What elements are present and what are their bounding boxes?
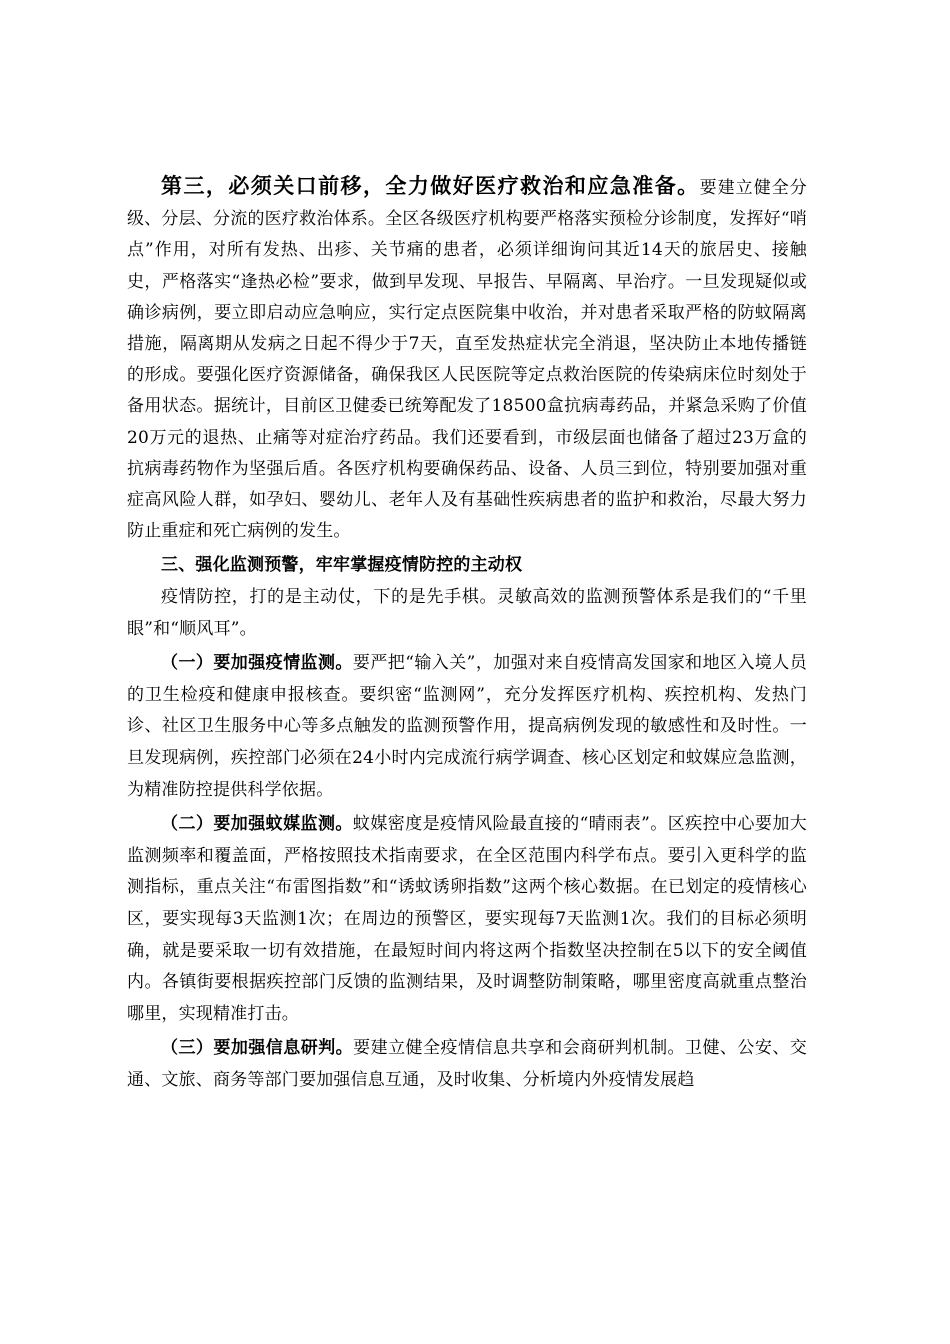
paragraph-text: 疫情防控，打的是主动仗，下的是先手棋。灵敏高效的监测预警体系是我们的“千里眼”和“顺风耳”。 bbox=[127, 587, 807, 639]
subsection-title: （二）要加强蚊媒监测。 bbox=[161, 814, 353, 835]
document-body bbox=[127, 170, 807, 1097]
paragraph-text: 蚊媒密度是疫情风险最直接的“晴雨表”。区疾控中心要加大监测频率和覆盖面，严格按照技术指南要求，在全区范围内科学布点。要引入更科学的监测指标，重点关注“布雷图指数”和“诱蚊诱卵指数”这两个核心数据。在已划定的疫情核心区，要实现每3天监测1次；在周边的预警区，要实现每7天监测1次。我们的目标必须明确，就是要采取一切有效措施，在最短时间内将这两个指数坚决控制在5以下的安全阈值内。各镇街要根据疾控部门反馈的监测结果，及时调整防制策略，哪里密度高就重点整治哪里，实现精准打击。 bbox=[127, 814, 808, 1024]
subsection-title: （三）要加强信息研判。 bbox=[161, 1038, 354, 1059]
subsection-title: （一）要加强疫情监测。 bbox=[161, 653, 353, 674]
paragraph-text: 要严把“输入关”，加强对来自疫情高发国家和地区入境人员的卫生检疫和健康申报核查。要织密“监测网”，充分发挥医疗机构、疾控机构、发热门诊、社区卫生服务中心等多点触发的监测预警作用，提高病例发现的敏感性和及时性。一旦发现病例，疾控部门必须在24小时内完成流行病学调查、核心区划定和蚊媒应急监测，为精准防控提供科学依据。 bbox=[127, 653, 808, 800]
paragraph-text: 要建立健全分级、分层、分流的医疗救治体系。全区各级医疗机构要严格落实预检分诊制度，发挥好“哨点”作用，对所有发热、出疹、关节痛的患者，必须详细询问其近14天的旅居史、接触史，严格落实“逢热必检”要求，做到早发现、早报告、早隔离、早治疗。一旦发现疑似或确诊病例，要立即启动应急响应，实行定点医院集中收治，并对患者采取严格的防蚊隔离措施，隔离期从发病之日起不得少于7天，直至发热症状完全消退，坚决防止本地传播链的形成。要强化医疗资源储备，确保我区人民医院等定点救治医院的传染病床位时刻处于备用状态。据统计，目前区卫健委已统筹配发了18500盒抗病毒药品，并紧急采购了价值20万元的退热、止痛等对症治疗药品。我们还要看到，市级层面也储备了超过23万盒的抗病毒药物作为坚强后盾。各医疗机构要确保药品、设备、人员三到位，特别要加强对重症高风险人群，如孕妇、婴幼儿、老年人及有基础性疾病患者的监护和救治，尽最大努力防止重症和死亡病例的发生。 bbox=[127, 178, 807, 542]
paragraph-intro bbox=[127, 582, 807, 645]
paragraph-lead-title: 第三，必须关口前移，全力做好医疗救治和应急准备。 bbox=[161, 173, 700, 198]
paragraph-medical-treatment bbox=[127, 170, 807, 547]
section-heading: 三、强化监测预警，牢牢掌握疫情防控的主动权 bbox=[161, 555, 523, 576]
paragraph-information-analysis bbox=[127, 1033, 807, 1096]
paragraph-text: 要建立健全疫情信息共享和会商研判机制。卫健、公安、交通、文旅、商务等部门要加强信息互通，及时收集、分析境内外疫情发展趋 bbox=[127, 1038, 808, 1090]
paragraph-mosquito-monitoring bbox=[127, 809, 807, 1030]
paragraph-epidemic-monitoring bbox=[127, 648, 807, 806]
